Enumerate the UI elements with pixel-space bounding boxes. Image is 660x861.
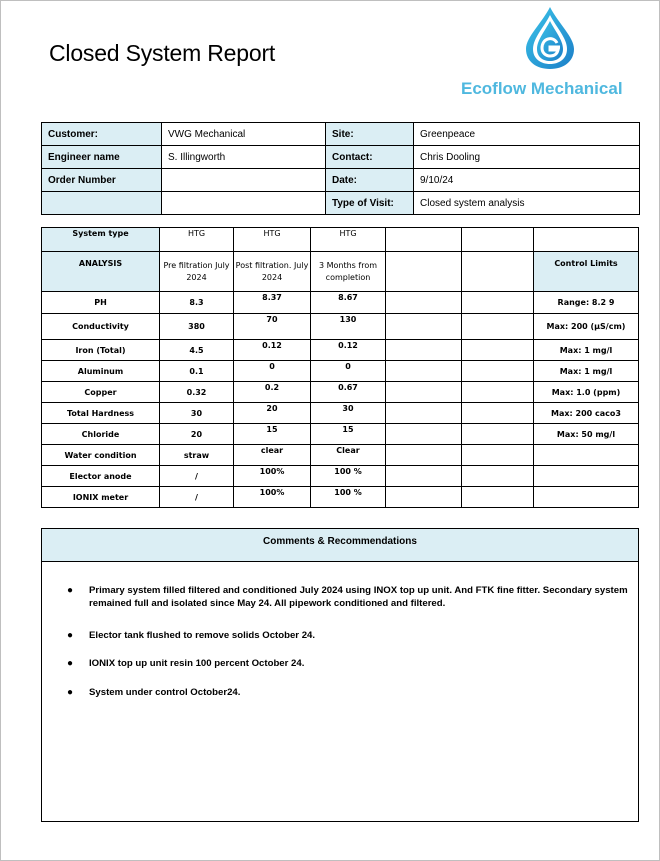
three-month-value: 0 bbox=[311, 361, 386, 382]
param-name: Conductivity bbox=[42, 314, 160, 340]
customer-value: VWG Mechanical bbox=[162, 123, 326, 146]
empty-cell bbox=[462, 403, 534, 424]
control-limit: Max: 1 mg/l bbox=[534, 361, 639, 382]
contact-label: Contact: bbox=[326, 146, 414, 169]
analysis-row bbox=[42, 403, 639, 424]
empty-cell bbox=[386, 382, 462, 403]
comments-heading: Comments & Recommendations bbox=[42, 529, 638, 562]
analysis-row bbox=[42, 314, 639, 340]
param-name: Elector anode bbox=[42, 466, 160, 487]
pre-value: 8.3 bbox=[160, 292, 234, 314]
pre-value: 20 bbox=[160, 424, 234, 445]
system-type-cell bbox=[534, 228, 639, 252]
date-label: Date: bbox=[326, 169, 414, 192]
analysis-row bbox=[42, 466, 639, 487]
order-number-label: Order Number bbox=[42, 169, 162, 192]
three-month-value: 15 bbox=[311, 424, 386, 445]
post-value: 0.12 bbox=[234, 340, 311, 361]
post-value: 15 bbox=[234, 424, 311, 445]
system-type-cell bbox=[462, 228, 534, 252]
customer-label: Customer: bbox=[42, 123, 162, 146]
analysis-row bbox=[42, 445, 639, 466]
empty-cell bbox=[386, 292, 462, 314]
three-month-value: 100 % bbox=[311, 466, 386, 487]
empty-cell bbox=[462, 487, 534, 508]
analysis-row bbox=[42, 292, 639, 314]
param-name: Copper bbox=[42, 382, 160, 403]
empty-cell bbox=[462, 382, 534, 403]
empty-cell bbox=[386, 340, 462, 361]
three-month-value: 100 % bbox=[311, 487, 386, 508]
bullet-icon: ● bbox=[67, 687, 74, 698]
blank-value-cell bbox=[162, 192, 326, 215]
bullet-icon: ● bbox=[67, 630, 74, 641]
analysis-row bbox=[42, 382, 639, 403]
three-month-value: 130 bbox=[311, 314, 386, 340]
empty-cell bbox=[462, 445, 534, 466]
empty-cell bbox=[462, 424, 534, 445]
col-header-pre: Pre filtration July 2024 bbox=[160, 252, 234, 292]
comment-item: Elector tank flushed to remove solids October 24. bbox=[89, 630, 316, 641]
post-value: 0 bbox=[234, 361, 311, 382]
comment-item: Primary system filled filtered and conditioned July 2024 using INOX top up unit. And FTK fine fitter. Secondary system remained full and isolated since May 24. All pipework conditioned and filtered. bbox=[89, 585, 628, 609]
pre-value: 4.5 bbox=[160, 340, 234, 361]
post-value: clear bbox=[234, 445, 311, 466]
control-limit bbox=[534, 445, 639, 466]
empty-cell bbox=[386, 445, 462, 466]
empty-cell bbox=[462, 361, 534, 382]
param-name: PH bbox=[42, 292, 160, 314]
post-value: 8.37 bbox=[234, 292, 311, 314]
control-limit bbox=[534, 466, 639, 487]
param-name: Aluminum bbox=[42, 361, 160, 382]
page-title: Closed System Report bbox=[49, 40, 276, 66]
system-type-cell: HTG bbox=[160, 228, 234, 252]
site-value: Greenpeace bbox=[414, 123, 640, 146]
brand-name: Ecoflow Mechanical bbox=[461, 79, 623, 98]
param-name: Total Hardness bbox=[42, 403, 160, 424]
post-value: 20 bbox=[234, 403, 311, 424]
three-month-value: 0.12 bbox=[311, 340, 386, 361]
site-label: Site: bbox=[326, 123, 414, 146]
empty-cell bbox=[386, 424, 462, 445]
empty-cell bbox=[462, 466, 534, 487]
date-value: 9/10/24 bbox=[414, 169, 640, 192]
empty-cell bbox=[462, 314, 534, 340]
param-name: Water condition bbox=[42, 445, 160, 466]
col-header-empty bbox=[386, 252, 462, 292]
param-name: IONIX meter bbox=[42, 487, 160, 508]
three-month-value: 30 bbox=[311, 403, 386, 424]
control-limit: Max: 1.0 (ppm) bbox=[534, 382, 639, 403]
post-value: 100% bbox=[234, 466, 311, 487]
empty-cell bbox=[386, 466, 462, 487]
control-limit bbox=[534, 487, 639, 508]
analysis-row bbox=[42, 361, 639, 382]
col-header-empty bbox=[462, 252, 534, 292]
control-limit: Max: 50 mg/l bbox=[534, 424, 639, 445]
three-month-value: 8.67 bbox=[311, 292, 386, 314]
system-type-cell bbox=[386, 228, 462, 252]
empty-cell bbox=[386, 314, 462, 340]
empty-cell bbox=[462, 292, 534, 314]
pre-value: straw bbox=[160, 445, 234, 466]
post-value: 0.2 bbox=[234, 382, 311, 403]
pre-value: 30 bbox=[160, 403, 234, 424]
pre-value: / bbox=[160, 487, 234, 508]
pre-value: / bbox=[160, 466, 234, 487]
info-table bbox=[41, 122, 640, 215]
analysis-row bbox=[42, 340, 639, 361]
visit-type-label: Type of Visit: bbox=[326, 192, 414, 215]
water-drop-logo-icon bbox=[520, 5, 580, 71]
post-value: 100% bbox=[234, 487, 311, 508]
analysis-row bbox=[42, 424, 639, 445]
control-limits-header: Control Limits bbox=[534, 252, 639, 292]
empty-cell bbox=[462, 340, 534, 361]
comments-section bbox=[41, 528, 639, 822]
analysis-header: ANALYSIS bbox=[42, 252, 160, 292]
visit-type-value: Closed system analysis bbox=[414, 192, 640, 215]
engineer-label: Engineer name bbox=[42, 146, 162, 169]
control-limit: Max: 200 (µS/cm) bbox=[534, 314, 639, 340]
system-type-cell: HTG bbox=[311, 228, 386, 252]
pre-value: 0.1 bbox=[160, 361, 234, 382]
control-limit: Range: 8.2 9 bbox=[534, 292, 639, 314]
col-header-post: Post filtration. July 2024 bbox=[234, 252, 311, 292]
empty-cell bbox=[386, 403, 462, 424]
three-month-value: 0.67 bbox=[311, 382, 386, 403]
analysis-row bbox=[42, 487, 639, 508]
param-name: Chloride bbox=[42, 424, 160, 445]
bullet-icon: ● bbox=[67, 658, 74, 669]
bullet-icon: ● bbox=[67, 585, 74, 596]
param-name: Iron (Total) bbox=[42, 340, 160, 361]
engineer-value: S. Illingworth bbox=[162, 146, 326, 169]
pre-value: 0.32 bbox=[160, 382, 234, 403]
analysis-table bbox=[41, 227, 639, 508]
comment-item: IONIX top up unit resin 100 percent October 24. bbox=[89, 658, 305, 669]
three-month-value: Clear bbox=[311, 445, 386, 466]
control-limit: Max: 1 mg/l bbox=[534, 340, 639, 361]
contact-value: Chris Dooling bbox=[414, 146, 640, 169]
comment-item: System under control October24. bbox=[89, 687, 241, 698]
pre-value: 380 bbox=[160, 314, 234, 340]
system-type-cell: HTG bbox=[234, 228, 311, 252]
order-number-value bbox=[162, 169, 326, 192]
system-type-label: System type bbox=[42, 228, 160, 252]
empty-cell bbox=[386, 487, 462, 508]
col-header-three-months: 3 Months from completion bbox=[311, 252, 386, 292]
control-limit: Max: 200 caco3 bbox=[534, 403, 639, 424]
empty-cell bbox=[386, 361, 462, 382]
post-value: 70 bbox=[234, 314, 311, 340]
blank-label-cell bbox=[42, 192, 162, 215]
